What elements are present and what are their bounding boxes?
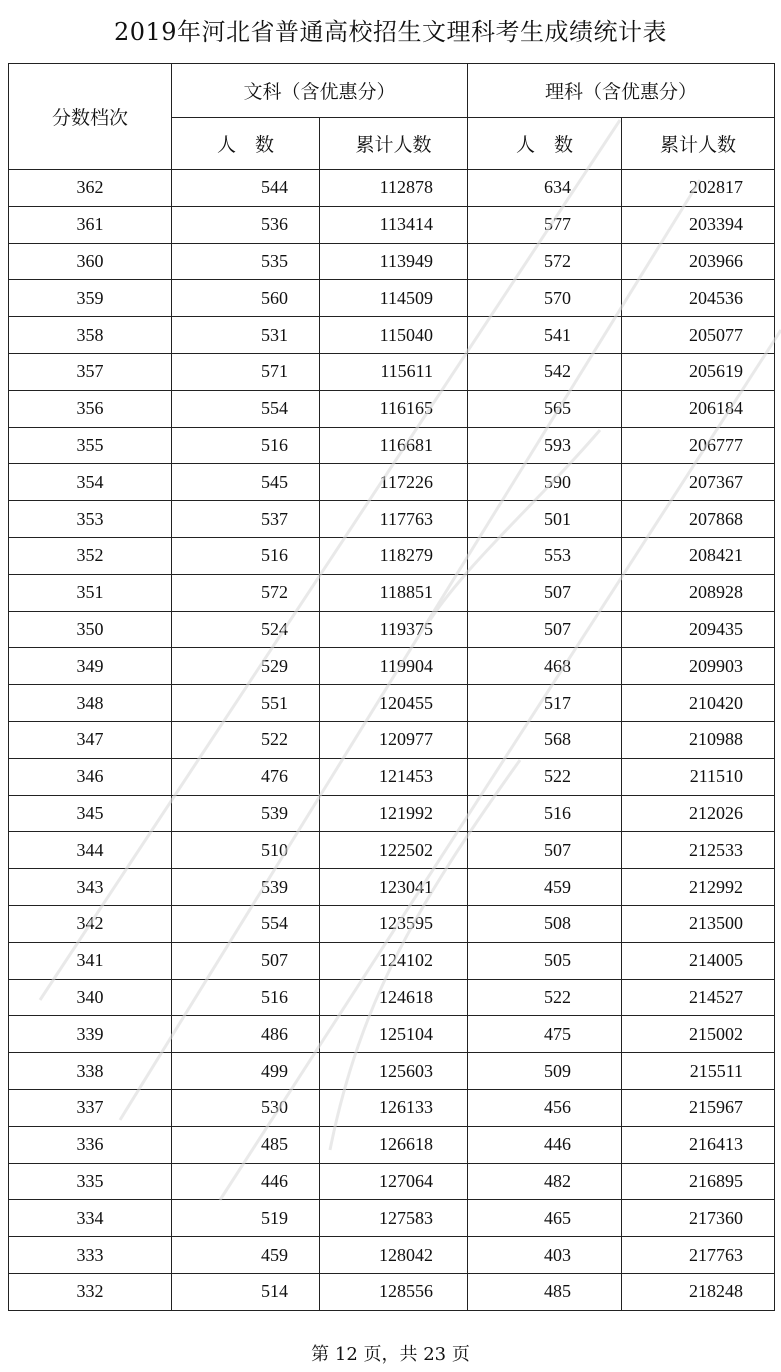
cell-wen-count: 507: [172, 942, 320, 979]
cell-li-cumulative: 215967: [622, 1089, 775, 1126]
cell-li-cumulative: 215511: [622, 1053, 775, 1090]
cell-li-cumulative: 207367: [622, 464, 775, 501]
cell-wen-cumulative: 118851: [320, 574, 468, 611]
cell-score: 357: [9, 353, 172, 390]
cell-wen-cumulative: 113414: [320, 206, 468, 243]
cell-li-count: 485: [468, 1273, 622, 1310]
table-body: [9, 170, 775, 1311]
cell-score: 349: [9, 648, 172, 685]
cell-score: 362: [9, 170, 172, 207]
table-row: [9, 905, 775, 942]
cell-wen-count: 486: [172, 1016, 320, 1053]
cell-wen-cumulative: 123041: [320, 869, 468, 906]
cell-score: 360: [9, 243, 172, 280]
cell-score: 339: [9, 1016, 172, 1053]
cell-score: 352: [9, 537, 172, 574]
cell-li-cumulative: 216895: [622, 1163, 775, 1200]
cell-wen-cumulative: 126133: [320, 1089, 468, 1126]
table-row: [9, 390, 775, 427]
cell-li-count: 516: [468, 795, 622, 832]
cell-wen-cumulative: 124618: [320, 979, 468, 1016]
cell-wen-count: 446: [172, 1163, 320, 1200]
cell-li-cumulative: 212026: [622, 795, 775, 832]
cell-li-count: 553: [468, 537, 622, 574]
cell-li-count: 505: [468, 942, 622, 979]
table-row: [9, 1016, 775, 1053]
cell-wen-count: 544: [172, 170, 320, 207]
cell-li-count: 403: [468, 1237, 622, 1274]
cell-wen-count: 516: [172, 537, 320, 574]
cell-li-count: 501: [468, 501, 622, 538]
page-footer: 第 12 页，共 23 页: [311, 1344, 470, 1365]
table-row: [9, 1273, 775, 1310]
cell-score: 341: [9, 942, 172, 979]
cell-wen-cumulative: 125603: [320, 1053, 468, 1090]
table-row: [9, 464, 775, 501]
cell-li-cumulative: 210988: [622, 721, 775, 758]
cell-score: 337: [9, 1089, 172, 1126]
cell-wen-cumulative: 116681: [320, 427, 468, 464]
table-row: [9, 317, 775, 354]
table-row: [9, 795, 775, 832]
cell-wen-count: 530: [172, 1089, 320, 1126]
table-row: [9, 1237, 775, 1274]
table-row: [9, 427, 775, 464]
cell-score: 332: [9, 1273, 172, 1310]
cell-wen-count: 545: [172, 464, 320, 501]
cell-li-cumulative: 216413: [622, 1126, 775, 1163]
cell-wen-cumulative: 122502: [320, 832, 468, 869]
cell-wen-cumulative: 112878: [320, 170, 468, 207]
cell-wen-count: 535: [172, 243, 320, 280]
cell-li-count: 456: [468, 1089, 622, 1126]
cell-li-cumulative: 206184: [622, 390, 775, 427]
cell-score: 347: [9, 721, 172, 758]
table-row: [9, 1163, 775, 1200]
cell-li-cumulative: 210420: [622, 685, 775, 722]
cell-li-cumulative: 212992: [622, 869, 775, 906]
cell-li-count: 517: [468, 685, 622, 722]
cell-wen-count: 522: [172, 721, 320, 758]
cell-li-cumulative: 208421: [622, 537, 775, 574]
cell-wen-cumulative: 113949: [320, 243, 468, 280]
cell-wen-count: 529: [172, 648, 320, 685]
cell-li-cumulative: 203394: [622, 206, 775, 243]
cell-li-cumulative: 214005: [622, 942, 775, 979]
cell-wen-count: 551: [172, 685, 320, 722]
table-row: [9, 869, 775, 906]
table-row: [9, 1126, 775, 1163]
cell-li-cumulative: 218248: [622, 1273, 775, 1310]
header-wen-count: 人 数: [172, 118, 320, 170]
table-row: [9, 979, 775, 1016]
cell-li-count: 542: [468, 353, 622, 390]
header-wen-cumulative: 累计人数: [320, 118, 468, 170]
cell-wen-count: 514: [172, 1273, 320, 1310]
cell-wen-cumulative: 127583: [320, 1200, 468, 1237]
cell-li-count: 522: [468, 979, 622, 1016]
table-row: [9, 1089, 775, 1126]
cell-score: 335: [9, 1163, 172, 1200]
table-row: [9, 611, 775, 648]
cell-li-count: 568: [468, 721, 622, 758]
cell-li-cumulative: 211510: [622, 758, 775, 795]
cell-li-count: 508: [468, 905, 622, 942]
cell-li-count: 507: [468, 832, 622, 869]
cell-wen-count: 560: [172, 280, 320, 317]
cell-wen-count: 571: [172, 353, 320, 390]
cell-score: 344: [9, 832, 172, 869]
cell-li-cumulative: 215002: [622, 1016, 775, 1053]
cell-score: 356: [9, 390, 172, 427]
table-row: [9, 280, 775, 317]
cell-wen-cumulative: 120977: [320, 721, 468, 758]
score-table: [8, 63, 775, 1311]
cell-li-count: 577: [468, 206, 622, 243]
header-li-cumulative: 累计人数: [622, 118, 775, 170]
cell-wen-count: 476: [172, 758, 320, 795]
table-row: [9, 501, 775, 538]
cell-li-count: 541: [468, 317, 622, 354]
cell-wen-cumulative: 126618: [320, 1126, 468, 1163]
cell-wen-cumulative: 115040: [320, 317, 468, 354]
cell-li-cumulative: 213500: [622, 905, 775, 942]
cell-wen-cumulative: 123595: [320, 905, 468, 942]
cell-wen-cumulative: 114509: [320, 280, 468, 317]
header-wen: 文科（含优惠分）: [172, 64, 468, 118]
cell-wen-cumulative: 121992: [320, 795, 468, 832]
cell-wen-count: 524: [172, 611, 320, 648]
cell-wen-count: 499: [172, 1053, 320, 1090]
cell-wen-count: 510: [172, 832, 320, 869]
table-row: [9, 243, 775, 280]
cell-wen-cumulative: 124102: [320, 942, 468, 979]
cell-wen-count: 554: [172, 905, 320, 942]
cell-li-cumulative: 208928: [622, 574, 775, 611]
cell-li-count: 590: [468, 464, 622, 501]
cell-li-cumulative: 214527: [622, 979, 775, 1016]
cell-li-cumulative: 217360: [622, 1200, 775, 1237]
cell-wen-count: 516: [172, 427, 320, 464]
cell-score: 350: [9, 611, 172, 648]
cell-li-count: 446: [468, 1126, 622, 1163]
table-row: [9, 648, 775, 685]
header-li: 理科（含优惠分）: [468, 64, 775, 118]
cell-li-count: 507: [468, 574, 622, 611]
cell-wen-cumulative: 116165: [320, 390, 468, 427]
cell-wen-count: 554: [172, 390, 320, 427]
cell-li-cumulative: 203966: [622, 243, 775, 280]
cell-wen-count: 539: [172, 869, 320, 906]
cell-li-count: 475: [468, 1016, 622, 1053]
cell-wen-cumulative: 117226: [320, 464, 468, 501]
cell-li-cumulative: 205077: [622, 317, 775, 354]
cell-li-count: 509: [468, 1053, 622, 1090]
table-row: [9, 942, 775, 979]
cell-wen-cumulative: 119375: [320, 611, 468, 648]
cell-wen-cumulative: 128042: [320, 1237, 468, 1274]
cell-wen-cumulative: 119904: [320, 648, 468, 685]
cell-li-cumulative: 206777: [622, 427, 775, 464]
cell-li-count: 565: [468, 390, 622, 427]
cell-li-cumulative: 209903: [622, 648, 775, 685]
cell-score: 342: [9, 905, 172, 942]
cell-li-cumulative: 217763: [622, 1237, 775, 1274]
table-row: [9, 353, 775, 390]
cell-wen-cumulative: 121453: [320, 758, 468, 795]
cell-wen-cumulative: 117763: [320, 501, 468, 538]
cell-score: 345: [9, 795, 172, 832]
cell-score: 334: [9, 1200, 172, 1237]
cell-li-cumulative: 205619: [622, 353, 775, 390]
cell-score: 338: [9, 1053, 172, 1090]
table-row: [9, 685, 775, 722]
table-row: [9, 832, 775, 869]
table-row: [9, 1053, 775, 1090]
cell-wen-cumulative: 115611: [320, 353, 468, 390]
cell-wen-count: 531: [172, 317, 320, 354]
table-row: [9, 574, 775, 611]
header-score: 分数档次: [9, 64, 172, 170]
cell-wen-cumulative: 118279: [320, 537, 468, 574]
cell-score: 353: [9, 501, 172, 538]
cell-li-count: 482: [468, 1163, 622, 1200]
cell-wen-count: 485: [172, 1126, 320, 1163]
table-row: [9, 1200, 775, 1237]
cell-li-cumulative: 204536: [622, 280, 775, 317]
cell-li-cumulative: 209435: [622, 611, 775, 648]
cell-li-count: 465: [468, 1200, 622, 1237]
cell-wen-count: 536: [172, 206, 320, 243]
cell-score: 336: [9, 1126, 172, 1163]
cell-score: 351: [9, 574, 172, 611]
cell-wen-cumulative: 120455: [320, 685, 468, 722]
cell-li-count: 468: [468, 648, 622, 685]
cell-wen-cumulative: 128556: [320, 1273, 468, 1310]
cell-li-count: 593: [468, 427, 622, 464]
cell-li-count: 570: [468, 280, 622, 317]
cell-li-count: 634: [468, 170, 622, 207]
cell-score: 361: [9, 206, 172, 243]
cell-li-cumulative: 212533: [622, 832, 775, 869]
cell-wen-count: 537: [172, 501, 320, 538]
cell-score: 354: [9, 464, 172, 501]
cell-score: 333: [9, 1237, 172, 1274]
table-row: [9, 206, 775, 243]
cell-li-count: 459: [468, 869, 622, 906]
table-row: [9, 758, 775, 795]
header-li-count: 人 数: [468, 118, 622, 170]
page-title: 2019年河北省普通高校招生文理科考生成绩统计表: [113, 18, 668, 46]
cell-li-cumulative: 207868: [622, 501, 775, 538]
cell-score: 358: [9, 317, 172, 354]
cell-wen-cumulative: 127064: [320, 1163, 468, 1200]
table-row: [9, 537, 775, 574]
cell-score: 355: [9, 427, 172, 464]
cell-li-count: 522: [468, 758, 622, 795]
cell-score: 346: [9, 758, 172, 795]
cell-score: 340: [9, 979, 172, 1016]
cell-li-count: 572: [468, 243, 622, 280]
table-row: [9, 721, 775, 758]
cell-score: 359: [9, 280, 172, 317]
cell-score: 343: [9, 869, 172, 906]
table-row: [9, 170, 775, 207]
cell-score: 348: [9, 685, 172, 722]
cell-wen-count: 539: [172, 795, 320, 832]
cell-wen-count: 516: [172, 979, 320, 1016]
cell-wen-count: 459: [172, 1237, 320, 1274]
cell-wen-cumulative: 125104: [320, 1016, 468, 1053]
cell-wen-count: 572: [172, 574, 320, 611]
cell-li-cumulative: 202817: [622, 170, 775, 207]
cell-li-count: 507: [468, 611, 622, 648]
cell-wen-count: 519: [172, 1200, 320, 1237]
